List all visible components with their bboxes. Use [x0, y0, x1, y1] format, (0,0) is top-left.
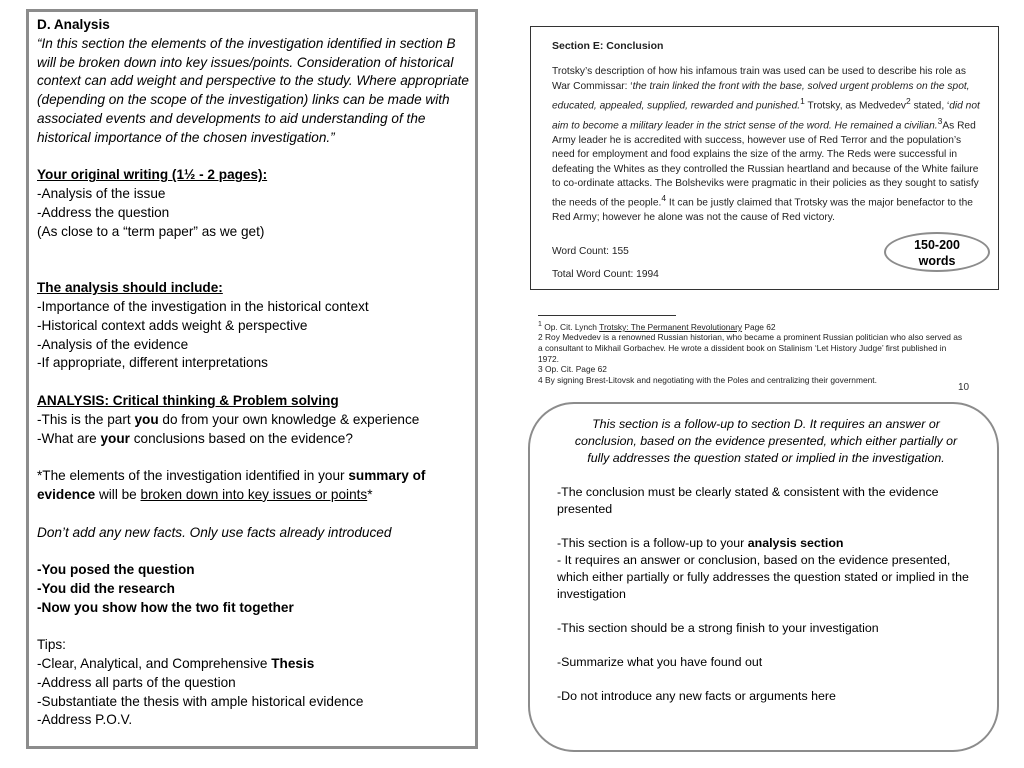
original-item: (As close to a “term paper” as we get) — [37, 223, 265, 239]
include-item: -If appropriate, different interpretations — [37, 355, 268, 371]
original-item: -Analysis of the issue — [37, 186, 166, 202]
conclusion-item: -Do not introduce any new facts or arguments here — [557, 689, 836, 703]
tip-item: -Address P.O.V. — [37, 712, 133, 728]
include-item: -Historical context adds weight & perspective — [37, 317, 308, 333]
footnote-1: $^1$ Op. Cit. Lynch Trotsky: The Permanent Revolutionary Page 62 — [538, 321, 776, 332]
conclusion-item: -Summarize what you have found out — [557, 655, 763, 669]
footnote-2: 2 Roy Medvedev is a renowned Russian historian, who became a prominent Russian politician who also served as a consultant to Mikhail Gorbachev. He wrote a dissident book on Stalinism ‘Let History Judge’ first published in 1972. — [538, 332, 963, 364]
footnote-4: 4 By signing Brest-Litovsk and negotiating with the Poles and centralizing their government. — [538, 374, 877, 385]
analysis-quote: “In this section the elements of the investigation identified in section B will be broken down into key issues/points. Consideration of historical context can add weight and perspective to the study. Where appropriate (depending on the scope of the investigation) links can be made with associated events and developments to aid understanding of the historical importance of the chosen investigation.” — [37, 35, 469, 145]
bold-item: -Now you show how the two fit together — [37, 599, 294, 615]
footnote-3: 3 Op. Cit. Page 62 — [538, 364, 607, 375]
tips-label: Tips: — [37, 637, 66, 653]
conclusion-item: -This section is a follow-up to your analysis section — [557, 536, 844, 550]
word-count: Word Count: 155 — [552, 246, 629, 257]
tip-item: -Substantiate the thesis with ample historical evidence — [37, 693, 364, 709]
original-item: -Address the question — [37, 204, 170, 220]
conclusion-item: -The conclusion must be clearly stated & consistent with the evidence presented — [557, 485, 939, 516]
original-writing-heading: Your original writing (1½ - 2 pages): — [37, 167, 268, 183]
page-number: 10 — [958, 382, 970, 393]
conclusion-instructions-box — [528, 402, 999, 752]
conclusion-item: - It requires an answer or conclusion, based on the evidence presented, which either partially or fully addresses the question stated or implied in the investigation — [557, 553, 969, 601]
conclusion-sample-body: Trotsky’s description of how his infamous train was used can be used to describe his role as War Commissar: ‘the train linked the front with the base, solved urgent problems on the spot, educated, appealed, supplied, rewarded and punished.$^1$ Trotsky, as Medvedev$^2$ stated, ‘did not aim to become a military leader in the strict sense of the word. He remained a civilian.$^3$As Red Army leader he is accredited with success, however use of Red Terror and the population’s need for employment and food explains the size of the army. The Reds were successful in defeating the Whites as they controlled the Russian heartland and because of the White failure to co-ordinate attacks. The Bolsheviks were pragmatic in their policies as they sought to satisfy the needs of the people.$^4$ It can be justly claimed that Trotsky was the major benefactor to the Red Army; however he alone was not the cause of Red victory. — [552, 66, 980, 224]
tip-item: -Clear, Analytical, and Comprehensive Thesis — [37, 656, 315, 672]
critical-item: -This is the part you do from your own knowledge & experience — [37, 411, 420, 427]
analysis-heading: D. Analysis — [37, 17, 110, 32]
conclusion-sample-title: Section E: Conclusion — [552, 40, 664, 52]
include-item: -Analysis of the evidence — [37, 336, 189, 352]
include-item: -Importance of the investigation in the historical context — [37, 298, 369, 314]
tip-item: -Address all parts of the question — [37, 674, 236, 690]
footnotes — [538, 320, 968, 385]
no-new-facts-note: Don’t add any new facts. Only use facts already introduced — [37, 524, 392, 540]
footnote-divider — [538, 315, 676, 316]
bold-item: -You did the research — [37, 580, 175, 596]
elements-note: *The elements of the investigation identified in your summary of evidence will be broken down into key issues or points* — [37, 468, 426, 502]
conclusion-item: -This section should be a strong finish to your investigation — [557, 621, 879, 635]
critical-item: -What are your conclusions based on the evidence? — [37, 430, 353, 446]
analysis-instructions-box — [26, 9, 478, 749]
total-word-count: Total Word Count: 1994 — [552, 269, 659, 280]
include-heading: The analysis should include: — [37, 280, 223, 296]
word-range-callout: 150-200 words — [884, 232, 990, 272]
bold-item: -You posed the question — [37, 562, 195, 578]
conclusion-intro: This section is a follow-up to section D. It requires an answer or conclusion, based on the evidence presented, which either partially or fully addresses the question stated or implied in the investigation. — [574, 417, 958, 465]
critical-thinking-heading: ANALYSIS: Critical thinking & Problem solving — [37, 392, 339, 408]
